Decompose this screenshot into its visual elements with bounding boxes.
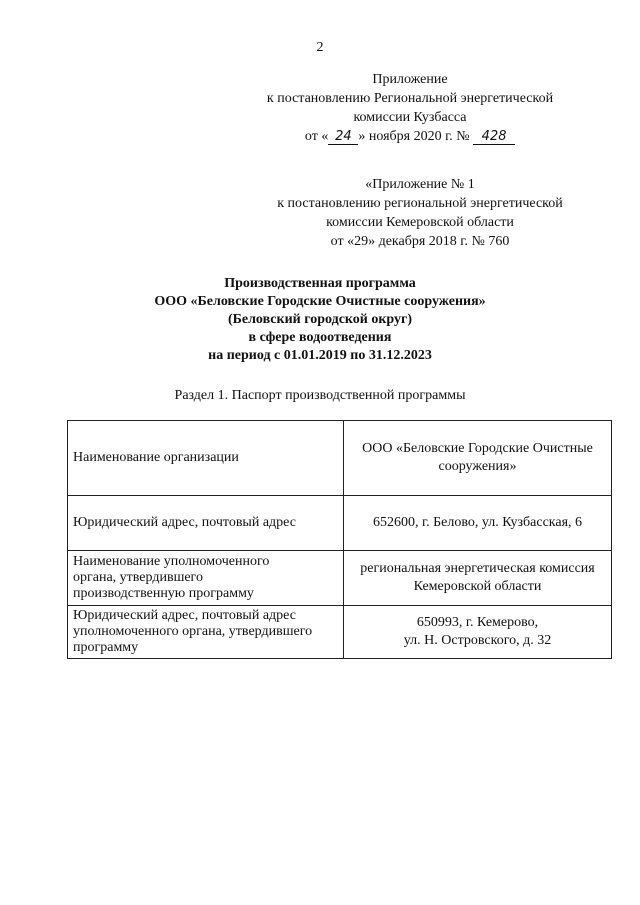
program-title [0,275,640,365]
passport-value-line: ул. Н. Островского, д. 32 [403,633,552,648]
appendix-original-line3: комиссии Кемеровской области [326,215,514,230]
passport-value-cell [344,551,612,606]
date-suffix: » ноября 2020 г. № [358,129,470,144]
table-row [68,496,612,551]
passport-label-line: производственную программу [73,586,254,601]
passport-value-line: 652600, г. Белово, ул. Кузбасская, 6 [372,515,583,530]
passport-label-cell [68,551,344,606]
passport-label: Юридический адрес, почтовый адрес [73,515,296,530]
passport-value-line: 650993, г. Кемерово, [416,615,539,630]
appendix-original-line4: от «29» декабря 2018 г. № 760 [330,234,510,249]
passport-value-cell [344,606,612,659]
section-title: Раздел 1. Паспорт производственной программы [174,388,466,403]
table-row [68,606,612,659]
appendix-current-line2: к постановлению Региональной энергетической [266,91,554,106]
date-prefix: от « [304,129,329,144]
passport-value-line: Кемеровской области [413,579,542,594]
appendix-original-line1: «Приложение № 1 [365,177,475,192]
passport-label-line: программу [73,640,139,655]
program-title-line2: ООО «Беловские Городские Очистные сооружения» [154,294,486,309]
passport-value-cell [344,421,612,496]
passport-label: Наименование организации [73,450,239,465]
handwritten-date-day: 24 [328,130,358,145]
program-title-line4: в сфере водоотведения [248,330,392,345]
appendix-current-line1: Приложение [372,72,448,87]
passport-value-line: региональная энергетическая комиссия [360,561,595,576]
table-row [68,421,612,496]
passport-label-cell [68,421,344,496]
table-row [68,551,612,606]
page-number: 2 [316,40,324,55]
program-title-line3: (Беловский городской округ) [227,312,413,327]
passport-table [67,420,612,659]
handwritten-document-number: 428 [473,130,515,145]
passport-label-line: Юридический адрес, почтовый адрес [73,608,296,623]
passport-label-line: Наименование уполномоченного [73,554,270,569]
appendix-original-line2: к постановлению региональной энергетической [277,196,563,211]
passport-value-line: ООО «Беловские Городские Очистные [362,441,593,456]
passport-label-cell [68,496,344,551]
appendix-current-line3: комиссии Кузбасса [353,110,467,125]
passport-label-cell [68,606,344,659]
program-title-line5: на период с 01.01.2019 по 31.12.2023 [208,348,432,363]
appendix-original-header [250,175,590,251]
appendix-current-header [240,70,580,146]
appendix-current-date-line [240,127,580,146]
passport-label-line: уполномоченного органа, утвердившего [73,624,313,639]
passport-value-cell [344,496,612,551]
passport-label-line: органа, утвердившего [73,570,203,585]
passport-value-line: сооружения» [438,459,517,474]
program-title-line1: Производственная программа [224,276,416,291]
